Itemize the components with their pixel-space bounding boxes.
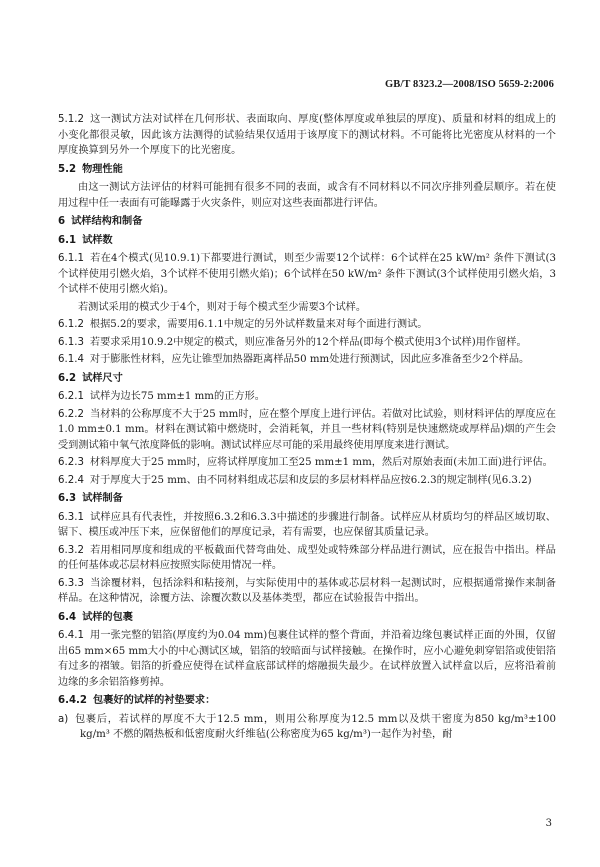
section-title: 试样的包裹 — [82, 611, 133, 623]
section-heading — [58, 233, 556, 249]
section-heading — [58, 214, 556, 230]
paragraph-text: 试样为边长75 mm±1 mm的正方形。 — [89, 391, 265, 402]
paragraph — [58, 300, 556, 316]
paragraph-text: 对于厚度大于25 mm、由不同材料组成芯层和皮层的多层材料样品应按6.2.3的规定制样(见6.3.2) — [89, 474, 532, 486]
clause-number: 6.4.1 — [58, 630, 84, 641]
paragraph-text: 若测试采用的模式少于4个，则对于每个模式至少需要3个试样。 — [78, 301, 367, 313]
section-title: 试样制备 — [82, 493, 123, 504]
clause-number: 6.3.1 — [58, 511, 84, 523]
section-title: 试样结构和制备 — [71, 216, 143, 227]
section-number: 6.3 — [58, 493, 77, 504]
section-number: 6.1 — [58, 234, 77, 246]
clause-number: 6.2.2 — [58, 408, 84, 420]
clause-number: 6.2.4 — [58, 474, 84, 486]
paragraph — [58, 352, 556, 368]
paragraph-text: 这一测试方法对试样在几何形状、表面取向、厚度(整体厚度或单独层的厚度)、质量和材料的组成上的小变化都很灵敏，因此该方法测得的试验结果仅适用于该厚度下的测试材料。不可能将比光密度从材料的一个厚度换算到另外一个厚度下的比光密度。 — [58, 114, 556, 156]
clause-number: 6.1.4 — [58, 354, 84, 365]
section-title: 试样尺寸 — [82, 372, 123, 384]
paragraph-text: 由这一测试方法评估的材料可能拥有很多不同的表面，或含有不同材料以不同次序排列叠层顺序。若在使用过程中任一表面有可能曝露于火灾条件，则应对这些表面都进行评估。 — [58, 182, 556, 209]
paragraph-text: 试样应具有代表性，并按照6.3.2和6.3.3中描述的步骤进行制备。试样应从材质均匀的样品区域切取、锯下、模压或冲压下来，应保留他们的厚度记录，若有需要，也应保留其质量记录。 — [58, 511, 556, 538]
paragraph — [58, 251, 556, 298]
section-heading — [58, 491, 556, 507]
section-number: 6.2 — [58, 372, 77, 384]
paragraph — [58, 407, 556, 454]
standard-header: GB/T 8323.2—2008/ISO 5659-2:2006 — [385, 79, 554, 90]
paragraph-text: 当材料的公称厚度不大于25 mm时，应在整个厚度上进行评估。若做对比试验，则材料评估的厚度应在1.0 mm±0.1 mm。材料在测试箱中燃烧时，会消耗氧，并且一些材料(特别是快速燃烧或厚样品)烟的产生会受到测试箱中氧气浓度降低的影响。测试试样应尽可能的采用最终使用厚度来进行测试。 — [58, 408, 556, 451]
section-number: 5.2 — [58, 163, 77, 175]
section-number: 6 — [58, 216, 66, 227]
section-title: 包裹好的试样的衬垫要求： — [93, 695, 216, 706]
paragraph-text: 材料厚度大于25 mm时，应将试样厚度加工至25 mm±1 mm，然后对原始表面(未加工面)进行评估。 — [89, 457, 553, 468]
section-title: 物理性能 — [82, 163, 123, 175]
section-title: 试样数 — [82, 234, 113, 246]
item-marker: a) — [58, 713, 69, 725]
paragraph — [58, 389, 556, 405]
clause-number: 6.3.3 — [58, 577, 84, 589]
section-number: 6.4.2 — [58, 695, 88, 706]
paragraph — [58, 455, 556, 471]
document-body — [58, 112, 556, 745]
paragraph — [58, 543, 556, 574]
clause-number: 6.2.1 — [58, 391, 84, 402]
paragraph — [58, 180, 556, 211]
clause-number: 6.1.2 — [58, 319, 84, 330]
clause-number: 6.3.2 — [58, 544, 84, 556]
paragraph — [58, 473, 556, 489]
paragraph — [58, 510, 556, 541]
clause-number: 5.1.2 — [58, 114, 84, 125]
clause-number: 6.1.3 — [58, 336, 84, 348]
paragraph-text: 若用相同厚度和组成的平板截面代替弯曲处、成型处或特殊部分样品进行测试，应在报告中指出。样品的任何基体或芯层材料应按照实际使用情况一样。 — [58, 544, 556, 571]
paragraph — [58, 628, 556, 690]
paragraph-text: 根据5.2的要求，需要用6.1.1中规定的另外试样数量来对每个面进行测试。 — [89, 319, 428, 330]
paragraph — [58, 576, 556, 607]
clause-number: 6.2.3 — [58, 457, 84, 468]
section-heading — [58, 162, 556, 178]
section-number: 6.4 — [58, 611, 77, 623]
paragraph — [58, 335, 556, 351]
paragraph — [58, 317, 556, 333]
section-heading — [58, 693, 556, 709]
paragraph-text: 若要求采用10.9.2中规定的模式，则应准备另外的12个样品(即每个模式使用3个试样)用作留样。 — [89, 336, 527, 348]
paragraph-text: 对于膨胀性材料，应先让锥型加热器距离样品50 mm处进行预测试，因此应多准备至少2个样品。 — [89, 354, 530, 365]
paragraph-text: 若在4个模式(见10.9.1)下都要进行测试，则至少需要12个试样：6个试样在25 kW/m² 条件下测试(3个试样使用引燃火焰，3个试样不使用引燃火焰)；6个试样在50 kW/m² 条件下测试(3个试样使用引燃火焰，3个试样不使用引燃火焰)。 — [58, 253, 556, 295]
paragraph-text: 用一张完整的铝箔(厚度约为0.04 mm)包裹住试样的整个背面，并沿着边缘包裹试样正面的外围，仅留出65 mm×65 mm大小的中心测试区域，铝箔的较暗面与试样接触。在操作时，应小心避免刺穿铝箔或使铝箔有过多的褶皱。铝箔的折叠应使得在试样盒底部试样的熔融损失最少。在试样放置入试样盒以后，应将沿着前边缘的多余铝箔修剪掉。 — [58, 630, 556, 688]
clause-number: 6.1.1 — [58, 253, 84, 264]
paragraph — [58, 112, 556, 159]
paragraph-text: 当涂覆材料，包括涂料和粘接剂，与实际使用中的基体或芯层材料一起测试时，应根据通常操作来制备样品。在这种情况，涂覆方法、涂覆次数以及基体类型，都应在试验报告中指出。 — [58, 577, 556, 604]
list-item — [58, 712, 556, 743]
section-heading — [58, 371, 556, 387]
section-heading — [58, 610, 556, 626]
item-text: 包裹后，若试样的厚度不大于12.5 mm，则用公称厚度为12.5 mm以及烘干密度为850 kg/m³±100 kg/m³ 不燃的隔热板和低密度耐火纤维毡(公称密度为65 kg/m³)一起作为衬垫，耐 — [74, 713, 556, 740]
page-number: 3 — [545, 818, 552, 829]
